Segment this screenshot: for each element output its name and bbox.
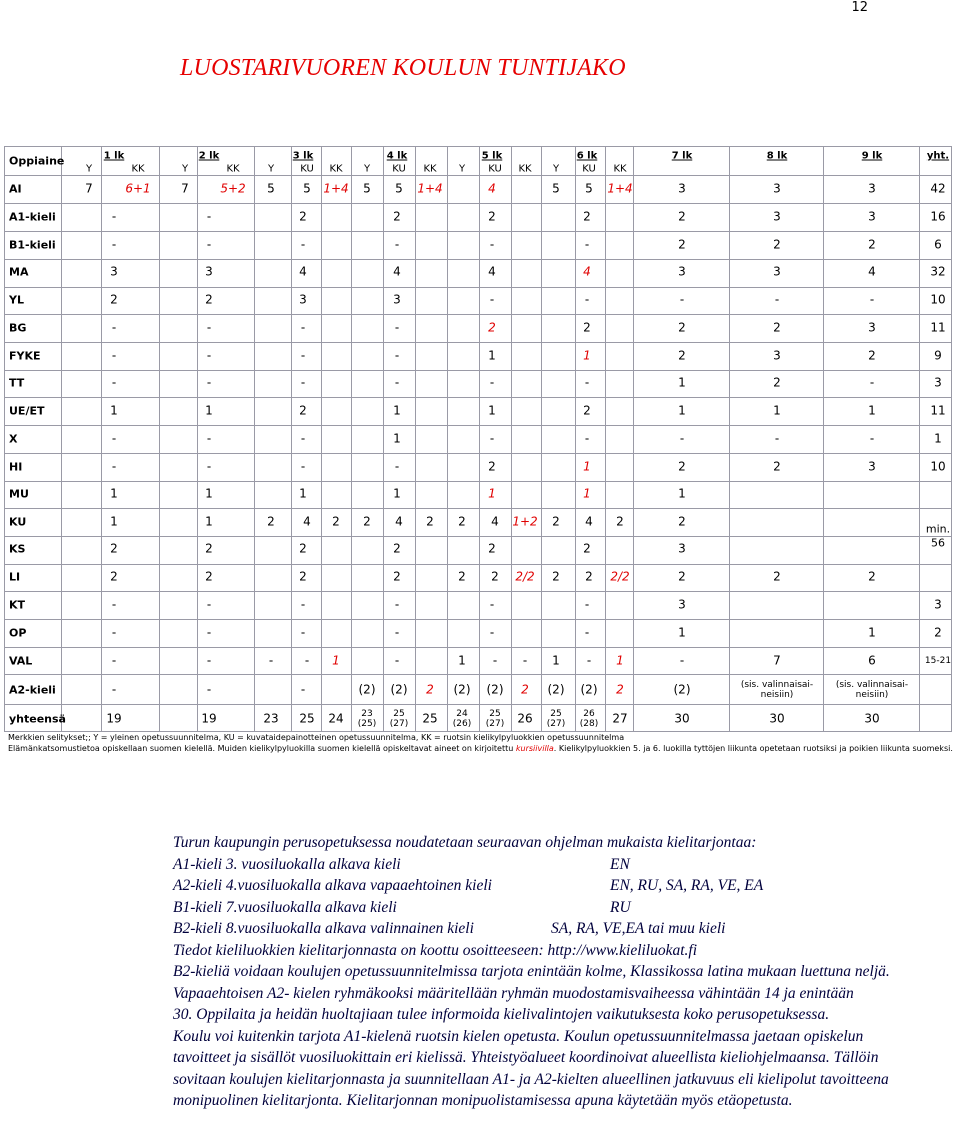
grade-header: 5 lk bbox=[481, 150, 503, 162]
subject-ku: KU bbox=[9, 515, 27, 529]
table-cell: 4 bbox=[488, 264, 496, 279]
table-cell: 2 bbox=[583, 541, 591, 556]
table-cell: 5 bbox=[552, 181, 560, 196]
table-cell: 2 bbox=[773, 320, 781, 335]
table-cell: 4 bbox=[488, 181, 496, 196]
table-cell: 3 bbox=[868, 181, 876, 196]
table-cell: - bbox=[300, 459, 306, 474]
table-cell: 19 bbox=[106, 711, 122, 726]
subject-kt: KT bbox=[9, 598, 26, 612]
table-cell: - bbox=[304, 653, 310, 668]
table-cell: 2 bbox=[110, 569, 118, 584]
table-cell: 2 bbox=[934, 625, 942, 640]
table-cell: 1+2 bbox=[512, 514, 538, 529]
table-cell: 25 (27) bbox=[389, 709, 409, 729]
table-cell: 3 bbox=[868, 320, 876, 335]
table-cell: - bbox=[111, 431, 117, 446]
table-cell: - bbox=[300, 682, 306, 697]
table-cell: 2 bbox=[678, 569, 686, 584]
table-cell: - bbox=[394, 459, 400, 474]
table-cell: 2 bbox=[868, 569, 876, 584]
table-cell: 5+2 bbox=[220, 181, 246, 196]
min-value: 56 bbox=[931, 536, 945, 550]
subject-ai: AI bbox=[9, 182, 22, 196]
table-cell: (2) bbox=[486, 682, 504, 697]
para-3b: 30. Oppilaita ja heidän huoltajiaan tulee informoida kielivalintojen vaikutuksesta koko perusopetuksessa. bbox=[173, 1006, 830, 1023]
table-cell: 2 bbox=[426, 682, 434, 697]
subcolumn-header: Y bbox=[85, 163, 93, 175]
table-cell: 2 bbox=[110, 292, 118, 307]
grade-header: 6 lk bbox=[576, 150, 598, 162]
b2-line: B2-kieli 8.vuosiluokalla alkava valinnainen kieli SA, RA, VE,EA tai muu kieli bbox=[173, 920, 726, 937]
table-cell: - bbox=[869, 431, 875, 446]
para-5: tavoitteet ja sisällöt vuosiluokittain eri kielissä. Yhteistyöalueet koordinoivat alueellista kieliohjelmaansa. Tällöin bbox=[173, 1049, 879, 1066]
table-cell: - bbox=[206, 682, 212, 697]
table-cell: 7 bbox=[85, 181, 93, 196]
table-cell: 25 (27) bbox=[485, 709, 505, 729]
table-cell: 2 bbox=[332, 514, 340, 529]
table-cell: 2 bbox=[299, 541, 307, 556]
table-cell: - bbox=[111, 209, 117, 224]
table-cell: 1 bbox=[552, 653, 560, 668]
table-cell: 3 bbox=[773, 264, 781, 279]
table-cell: 1 bbox=[458, 653, 466, 668]
table-cell: 25 bbox=[299, 711, 315, 726]
table-cell: - bbox=[394, 597, 400, 612]
table-cell: 4 bbox=[585, 514, 593, 529]
table-cell: 1 bbox=[393, 403, 401, 418]
table-cell: 2/2 bbox=[610, 569, 630, 584]
language-info-text bbox=[173, 832, 960, 1112]
table-cell: - bbox=[111, 320, 117, 335]
table-cell: - bbox=[584, 625, 590, 640]
subject-yhteens-: yhteensä bbox=[9, 712, 66, 726]
table-cell: 1 bbox=[583, 459, 591, 474]
table-cell: 2/2 bbox=[515, 569, 535, 584]
table-cell: 42 bbox=[930, 181, 946, 196]
table-cell: 2 bbox=[363, 514, 371, 529]
table-cell: (2) bbox=[390, 682, 408, 697]
subject-li: LI bbox=[9, 570, 21, 584]
table-cell: - bbox=[394, 320, 400, 335]
subcolumn-header: Y bbox=[181, 163, 189, 175]
table-cell: - bbox=[869, 292, 875, 307]
table-cell: - bbox=[584, 237, 590, 252]
table-cell: 5 bbox=[395, 181, 403, 196]
table-cell: 2 bbox=[678, 348, 686, 363]
table-cell: 7 bbox=[181, 181, 189, 196]
table-cell: 2 bbox=[616, 682, 624, 697]
table-cell: - bbox=[584, 292, 590, 307]
b1-line: B1-kieli 7.vuosiluokalla alkava kieli RU bbox=[173, 898, 631, 916]
table-cell: 7 bbox=[773, 653, 781, 668]
table-cell: 3 bbox=[773, 209, 781, 224]
table-cell: - bbox=[300, 320, 306, 335]
table-cell: 32 bbox=[930, 264, 946, 279]
table-cell: 3 bbox=[205, 264, 213, 279]
table-cell: 1 bbox=[205, 514, 213, 529]
table-cell: 3 bbox=[934, 597, 942, 612]
table-cell: - bbox=[111, 653, 117, 668]
table-cell: 1 bbox=[934, 431, 942, 446]
table-cell: 2 bbox=[393, 541, 401, 556]
table-cell: 4 bbox=[395, 514, 403, 529]
table-cell: - bbox=[206, 348, 212, 363]
subject-val: VAL bbox=[9, 654, 33, 668]
table-cell: 16 bbox=[930, 209, 946, 224]
table-cell: 1 bbox=[488, 486, 496, 501]
table-cell: 1 bbox=[393, 431, 401, 446]
table-cell: - bbox=[300, 348, 306, 363]
table-cell: 1 bbox=[332, 653, 340, 668]
para-1: Tiedot kieliluokkien kielitarjonnasta on koottu osoitteeseen: http://www.kieliluokat.fi bbox=[173, 941, 698, 959]
table-cell: 2 bbox=[267, 514, 275, 529]
table-cell: - bbox=[774, 431, 780, 446]
table-cell: - bbox=[679, 292, 685, 307]
table-cell: 3 bbox=[773, 181, 781, 196]
table-cell: 3 bbox=[678, 181, 686, 196]
table-cell: - bbox=[489, 597, 495, 612]
subcolumn-header: KU bbox=[488, 163, 502, 175]
subcolumn-header: KU bbox=[300, 163, 314, 175]
table-cell: 6 bbox=[934, 237, 942, 252]
table-cell: 11 bbox=[930, 320, 946, 335]
table-cell: 27 bbox=[612, 711, 628, 726]
table-cell: 1 bbox=[678, 625, 686, 640]
table-cell: 24 (26) bbox=[452, 709, 472, 729]
table-cell: - bbox=[268, 653, 274, 668]
table-cell: 1 bbox=[868, 625, 876, 640]
grade-header: 8 lk bbox=[766, 150, 788, 162]
table-cell: 3 bbox=[678, 597, 686, 612]
subcolumn-header: Y bbox=[363, 163, 371, 175]
table-cell: - bbox=[300, 237, 306, 252]
subject-header: Oppiaine bbox=[9, 154, 65, 168]
subcolumn-header: KU bbox=[392, 163, 406, 175]
table-cell: - bbox=[774, 292, 780, 307]
grade-header: yht. bbox=[926, 150, 950, 162]
subject-a1-kieli: A1-kieli bbox=[9, 210, 56, 224]
table-cell: (sis. valinnaisai- neisiin) bbox=[740, 680, 814, 700]
table-cell: - bbox=[206, 320, 212, 335]
table-cell: 1+4 bbox=[417, 181, 443, 196]
subject-ma: MA bbox=[9, 265, 29, 279]
subject-ks: KS bbox=[9, 542, 26, 556]
table-cell: - bbox=[489, 292, 495, 307]
table-cell: - bbox=[584, 431, 590, 446]
subject-ue-et: UE/ET bbox=[9, 404, 45, 418]
table-cell: - bbox=[869, 375, 875, 390]
legend-line-2: Elämänkatsomustietoa opiskellaan suomen kielellä. Muiden kielikylpyluokilla suomen kielellä opiskeltavat aineet on kirjoitettu kursiivilla. Kielikylpyluokkien 5. ja 6. luokilla tyttöjen liikunta opetetaan ruotsiksi ja poikien liikunta suomeksi. bbox=[8, 744, 953, 753]
table-cell: 3 bbox=[868, 209, 876, 224]
para-7: monipuolinen kielitarjonta. Kielitarjonnan monipuolistamisessa apuna käytetään myös etäopetusta. bbox=[173, 1092, 793, 1109]
table-cell: 1 bbox=[110, 486, 118, 501]
table-cell: 25 (27) bbox=[546, 709, 566, 729]
table-cell: 2 bbox=[868, 237, 876, 252]
table-cell: 4 bbox=[303, 514, 311, 529]
table-cell: 2 bbox=[110, 541, 118, 556]
table-cell: - bbox=[206, 653, 212, 668]
grade-header: 9 lk bbox=[861, 150, 883, 162]
table-cell: - bbox=[300, 431, 306, 446]
table-cell: 5 bbox=[363, 181, 371, 196]
table-cell: - bbox=[394, 348, 400, 363]
table-cell: 2 bbox=[299, 569, 307, 584]
table-cell: 2 bbox=[678, 514, 686, 529]
table-cell: 30 bbox=[674, 711, 690, 726]
table-cell: 2 bbox=[205, 292, 213, 307]
table-cell: - bbox=[206, 625, 212, 640]
legend-line-1: Merkkien selitykset;; Y = yleinen opetussuunnitelma, KU = kuvataidepainotteinen opetussuunnitelma, KK = ruotsin kielikylpyluokkien opetussuunnitelma bbox=[8, 733, 625, 742]
subject-x: X bbox=[9, 432, 18, 446]
table-cell: - bbox=[111, 375, 117, 390]
subject-mu: MU bbox=[9, 487, 29, 501]
table-cell: 2 bbox=[583, 320, 591, 335]
subject-a2-kieli: A2-kieli bbox=[9, 683, 56, 697]
table-cell: 1 bbox=[868, 403, 876, 418]
table-cell: 10 bbox=[930, 292, 946, 307]
table-cell: 2 bbox=[868, 348, 876, 363]
page-title: LUOSTARIVUOREN KOULUN TUNTIJAKO bbox=[180, 55, 626, 81]
table-cell: 3 bbox=[299, 292, 307, 307]
para-2: B2-kieliä voidaan koulujen opetussuunnitelmissa tarjota enintään kolme, Klassikossa latina mukaan luettuna neljä. bbox=[173, 963, 890, 980]
subcolumn-header: KU bbox=[582, 163, 596, 175]
table-cell: 4 bbox=[299, 264, 307, 279]
a2-line: A2-kieli 4.vuosiluokalla alkava vapaaehtoinen kieli EN, RU, SA, RA, VE, EA bbox=[173, 877, 764, 894]
table-cell: 2 bbox=[299, 209, 307, 224]
table-cell: 2 bbox=[552, 569, 560, 584]
subcolumn-header: Y bbox=[552, 163, 560, 175]
table-cell: 1 bbox=[205, 486, 213, 501]
table-cell: 1 bbox=[393, 486, 401, 501]
table-cell: - bbox=[111, 625, 117, 640]
table-cell: 3 bbox=[393, 292, 401, 307]
table-cell: 3 bbox=[773, 348, 781, 363]
table-cell: - bbox=[206, 597, 212, 612]
table-cell: 24 bbox=[328, 711, 344, 726]
subject-b1-kieli: B1-kieli bbox=[9, 238, 56, 252]
page-number: 12 bbox=[851, 0, 868, 15]
table-cell: 3 bbox=[678, 541, 686, 556]
intro-line: Turun kaupungin perusopetuksessa noudatetaan seuraavan ohjelman mukaista kielitarjontaa: bbox=[173, 834, 757, 851]
subcolumn-header: KK bbox=[423, 163, 437, 175]
table-cell: 5 bbox=[585, 181, 593, 196]
table-cell: (2) bbox=[673, 682, 691, 697]
table-cell: 1+4 bbox=[323, 181, 349, 196]
table-cell: (2) bbox=[453, 682, 471, 697]
table-cell: 3 bbox=[110, 264, 118, 279]
table-cell: 2 bbox=[583, 209, 591, 224]
subcolumn-header: KK bbox=[329, 163, 343, 175]
table-cell: - bbox=[492, 653, 498, 668]
table-cell: 1 bbox=[678, 486, 686, 501]
table-cell: 2 bbox=[678, 459, 686, 474]
subject-bg: BG bbox=[9, 321, 27, 335]
table-cell: - bbox=[489, 625, 495, 640]
table-cell: 1 bbox=[678, 403, 686, 418]
table-cell: 4 bbox=[868, 264, 876, 279]
table-cell: 6 bbox=[868, 653, 876, 668]
table-cell: 10 bbox=[930, 459, 946, 474]
table-cell: - bbox=[111, 348, 117, 363]
table-cell: 1 bbox=[299, 486, 307, 501]
table-cell: 2 bbox=[773, 569, 781, 584]
table-cell: 1 bbox=[205, 403, 213, 418]
table-cell: - bbox=[111, 237, 117, 252]
table-cell: - bbox=[111, 597, 117, 612]
table-cell: 1 bbox=[488, 348, 496, 363]
table-cell: - bbox=[300, 597, 306, 612]
table-cell: - bbox=[489, 431, 495, 446]
table-cell: 2 bbox=[488, 320, 496, 335]
table-cell: 2 bbox=[585, 569, 593, 584]
subcolumn-header: KK bbox=[131, 163, 145, 175]
subcolumn-header: Y bbox=[458, 163, 466, 175]
subcolumn-header: KK bbox=[226, 163, 240, 175]
grade-header: 2 lk bbox=[198, 150, 220, 162]
table-cell: 2 bbox=[488, 459, 496, 474]
table-cell: 2 bbox=[488, 209, 496, 224]
table-cell: - bbox=[394, 625, 400, 640]
a1-line: A1-kieli 3. vuosiluokalla alkava kieli EN bbox=[173, 855, 630, 873]
table-cell: - bbox=[111, 459, 117, 474]
table-cell: - bbox=[584, 597, 590, 612]
table-cell: 2 bbox=[521, 682, 529, 697]
table-cell: - bbox=[679, 653, 685, 668]
table-cell: 5 bbox=[303, 181, 311, 196]
table-cell: 26 bbox=[517, 711, 533, 726]
table-cell: 4 bbox=[583, 264, 591, 279]
subcolumn-header: Y bbox=[267, 163, 275, 175]
subcolumn-header: KK bbox=[613, 163, 627, 175]
subject-hi: HI bbox=[9, 460, 23, 474]
table-cell: - bbox=[489, 237, 495, 252]
table-cell: - bbox=[394, 237, 400, 252]
table-cell: 9 bbox=[934, 348, 942, 363]
table-cell: 2 bbox=[773, 237, 781, 252]
table-cell: - bbox=[584, 375, 590, 390]
table-cell: - bbox=[394, 375, 400, 390]
table-cell: 30 bbox=[864, 711, 880, 726]
table-cell: 2 bbox=[488, 541, 496, 556]
table-cell: - bbox=[394, 653, 400, 668]
subject-fyke: FYKE bbox=[9, 349, 41, 363]
table-cell: 3 bbox=[678, 264, 686, 279]
para-6: sovitaan koulujen kielitarjonnasta ja suunnitellaan A1- ja A2-kielten alueellinen jatkuvuus eli kielipolut tavoitteena bbox=[173, 1070, 889, 1088]
table-cell: 26 (28) bbox=[579, 709, 599, 729]
table-cell: 23 (25) bbox=[357, 709, 377, 729]
table-cell: - bbox=[300, 625, 306, 640]
grade-header: 3 lk bbox=[292, 150, 314, 162]
table-cell: 2 bbox=[458, 514, 466, 529]
grade-header: 7 lk bbox=[671, 150, 693, 162]
table-cell: 2 bbox=[205, 569, 213, 584]
table-cell: - bbox=[586, 653, 592, 668]
table-cell: - bbox=[206, 209, 212, 224]
table-cell: 4 bbox=[491, 514, 499, 529]
min-label: min. bbox=[925, 522, 951, 536]
table-cell: 2 bbox=[491, 569, 499, 584]
table-cell: 15-21 bbox=[924, 656, 952, 666]
table-cell: 2 bbox=[299, 403, 307, 418]
table-cell: 1 bbox=[110, 403, 118, 418]
table-cell: - bbox=[679, 431, 685, 446]
table-cell: 1 bbox=[773, 403, 781, 418]
table-cell: 23 bbox=[263, 711, 279, 726]
table-cell: - bbox=[206, 431, 212, 446]
table-cell: 1 bbox=[583, 486, 591, 501]
table-cell: 1 bbox=[583, 348, 591, 363]
table-cell: 2 bbox=[458, 569, 466, 584]
table-cell: - bbox=[522, 653, 528, 668]
table-cell: 5 bbox=[267, 181, 275, 196]
table-cell: 11 bbox=[930, 403, 946, 418]
table-cell: (2) bbox=[358, 682, 376, 697]
table-cell: 2 bbox=[678, 209, 686, 224]
subject-op: OP bbox=[9, 626, 27, 640]
table-cell: 30 bbox=[769, 711, 785, 726]
table-cell: - bbox=[206, 459, 212, 474]
table-cell: 2 bbox=[583, 403, 591, 418]
table-cell: 1+4 bbox=[607, 181, 633, 196]
table-cell: 2 bbox=[773, 459, 781, 474]
table-cell: 1 bbox=[488, 403, 496, 418]
table-cell: (sis. valinnaisai- neisiin) bbox=[835, 680, 909, 700]
table-cell: 2 bbox=[426, 514, 434, 529]
table-cell: (2) bbox=[547, 682, 565, 697]
table-cell: 25 bbox=[422, 711, 438, 726]
table-cell: 19 bbox=[201, 711, 217, 726]
para-4: Koulu voi kuitenkin tarjota A1-kielenä ruotsin kielen opetusta. Koulun opetussuunnitelmassa jaetaan opiskelun bbox=[173, 1027, 864, 1045]
table-cell: - bbox=[111, 682, 117, 697]
table-cell: 3 bbox=[934, 375, 942, 390]
table-cell: - bbox=[300, 375, 306, 390]
table-cell: 2 bbox=[678, 320, 686, 335]
table-cell: - bbox=[489, 375, 495, 390]
table-cell: 3 bbox=[868, 459, 876, 474]
grade-header: 4 lk bbox=[386, 150, 408, 162]
timetable-grid bbox=[4, 146, 952, 732]
table-cell: 2 bbox=[616, 514, 624, 529]
table-cell: 6+1 bbox=[125, 181, 151, 196]
grade-header: 1 lk bbox=[103, 150, 125, 162]
table-cell: 4 bbox=[393, 264, 401, 279]
subject-yl: YL bbox=[9, 293, 24, 307]
table-cell: 2 bbox=[393, 209, 401, 224]
para-3a: Vapaaehtoisen A2- kielen ryhmäkooksi määritellään ryhmän muodostamisvaiheessa vähintään 14 ja enintään bbox=[173, 984, 854, 1002]
table-cell: 2 bbox=[205, 541, 213, 556]
subcolumn-header: KK bbox=[518, 163, 532, 175]
table-cell: 1 bbox=[110, 514, 118, 529]
subject-tt: TT bbox=[9, 376, 25, 390]
table-cell: 1 bbox=[678, 375, 686, 390]
table-cell: 2 bbox=[552, 514, 560, 529]
table-cell: 1 bbox=[616, 653, 624, 668]
table-cell: (2) bbox=[580, 682, 598, 697]
table-cell: - bbox=[206, 237, 212, 252]
table-cell: 2 bbox=[393, 569, 401, 584]
table-cell: 2 bbox=[773, 375, 781, 390]
table-cell: 2 bbox=[678, 237, 686, 252]
table-cell: - bbox=[206, 375, 212, 390]
